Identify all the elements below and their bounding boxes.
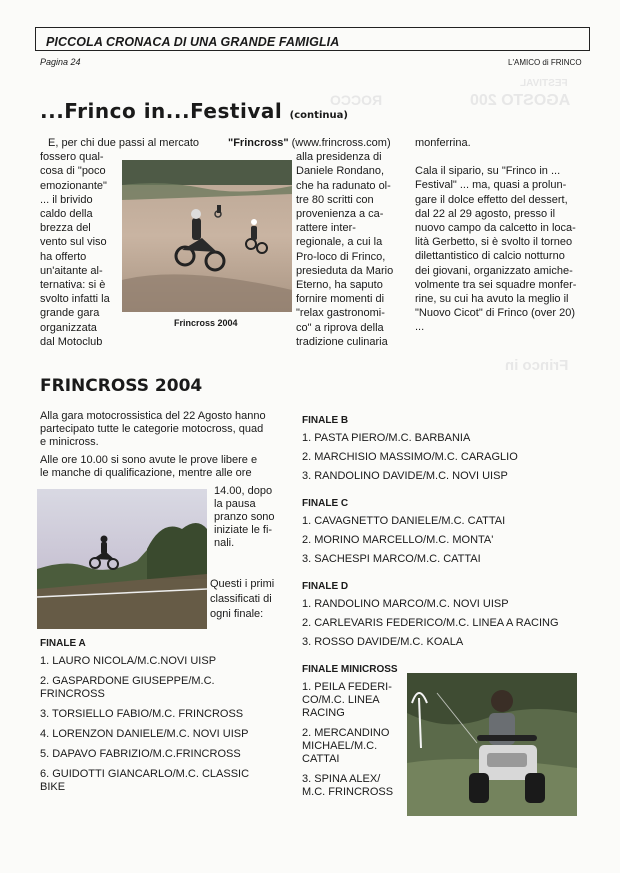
list-item-text: 3. TORSIELLO FABIO/M.C. FRINCROSS xyxy=(40,708,244,720)
finale-b-list xyxy=(302,432,518,483)
text-line: la pausa xyxy=(214,498,256,510)
minicross-quad-photo xyxy=(407,673,577,816)
text-line: ogni finale: xyxy=(210,608,264,620)
text-line: dei giovani, organizzato amiche- xyxy=(415,264,573,277)
list-item: 2. MARCHISIO MASSIMO/M.C. CARAGLIO xyxy=(302,451,518,463)
text-line: ternativa: si è xyxy=(40,279,106,292)
text-line: tradizione culinaria xyxy=(296,335,388,348)
text-line: rattere inter- xyxy=(296,222,356,235)
text-line: Eterno, ha saputo xyxy=(296,279,383,292)
text-line: volmente tra sei squadre monfer- xyxy=(415,278,577,291)
list-item-text: 5. DAPAVO FABRIZIO/M.C.FRINCROSS xyxy=(40,748,241,760)
list-item-text: 3. SPINA ALEX/ xyxy=(302,773,381,785)
list-item: 3. ROSSO DAVIDE/M.C. KOALA xyxy=(302,636,464,648)
text-line: svolto infatti la xyxy=(40,293,110,306)
article-col3 xyxy=(415,136,576,335)
club-name: "Frincross" xyxy=(228,137,289,149)
list-item xyxy=(40,728,280,741)
list-item xyxy=(40,748,280,761)
motocross-photo xyxy=(122,160,292,312)
text-line: brezza del xyxy=(40,222,91,235)
list-item: 2. CARLEVARIS FEDERICO/M.C. LINEA A RACING xyxy=(302,617,559,629)
list-item xyxy=(40,675,280,701)
text-line: Daniele Rondano, xyxy=(296,165,385,178)
text-line: lità Gerbetto, si è svolto il torneo xyxy=(415,236,573,249)
finale-c-list xyxy=(302,515,505,566)
list-item-text: 6. GUIDOTTI GIANCARLO/M.C. CLASSIC xyxy=(40,768,250,780)
article-title-text: ...Frinco in...Festival xyxy=(40,99,283,123)
text-line: monferrina. xyxy=(415,137,471,149)
text-line: alla presidenza di xyxy=(296,151,382,164)
text-line: iniziate le fi- xyxy=(214,524,273,536)
text-line: rine, su cui ha avuto la meglio il xyxy=(415,293,569,306)
text-line: nali. xyxy=(214,537,235,549)
list-item-text: BIKE xyxy=(40,781,66,793)
text-line: ... il brivido xyxy=(40,193,93,206)
list-item-text: 2. MERCANDINO xyxy=(302,727,390,739)
list-item xyxy=(302,681,404,720)
text-line: Alla gara motocrossistica del 22 Agosto hanno xyxy=(40,410,266,422)
list-item: 3. RANDOLINO DAVIDE/M.C. NOVI UISP xyxy=(302,470,508,482)
text-line: che ha radunato ol- xyxy=(296,179,391,192)
finale-d-list xyxy=(302,598,559,649)
text-line: gare il dolce effetto del dessert, xyxy=(415,193,568,206)
list-item-text: MICHAEL/M.C. xyxy=(302,740,378,752)
showthrough-text: AGOSTO 200 xyxy=(470,92,571,109)
frincross-side-text xyxy=(214,485,275,550)
list-item: 1. RANDOLINO MARCO/M.C. NOVI UISP xyxy=(302,598,509,610)
photo-caption: Frincross 2004 xyxy=(174,318,238,328)
list-item-text: FRINCROSS xyxy=(40,688,105,700)
list-item-text: 2. GASPARDONE GIUSEPPE/M.C. xyxy=(40,675,215,687)
text-line: dilettantistico di calcio notturno xyxy=(415,250,565,263)
text-line: "relax gastronomi- xyxy=(296,307,385,320)
club-website: (www.frincross.com) xyxy=(288,137,391,149)
text-line: regionale, a cui la xyxy=(296,236,383,249)
text-line: Cala il sipario, su "Frinco in ... xyxy=(415,165,561,178)
list-item xyxy=(40,768,280,794)
motocross-jump-photo xyxy=(37,489,207,629)
list-item: 3. SACHESPI MARCO/M.C. CATTAI xyxy=(302,553,481,565)
text-line: le manche di qualificazione, mentre alle ore xyxy=(40,467,252,479)
text-line: fornire momenti di xyxy=(296,293,385,306)
text-line: partecipato tutte le categorie motocross, quad xyxy=(40,423,264,435)
finale-b-title: FINALE B xyxy=(302,415,349,426)
article-title xyxy=(40,99,348,123)
text-line: 14.00, dopo xyxy=(214,485,273,497)
text-line: presieduta da Mario xyxy=(296,264,394,277)
list-item-text: CATTAI xyxy=(302,753,340,765)
finale-minicross-list xyxy=(302,681,404,799)
list-item xyxy=(40,708,280,721)
continua-label: (continua) xyxy=(289,110,348,121)
finale-a-list xyxy=(40,655,280,794)
text-line: classificati di xyxy=(210,593,272,605)
showthrough-text: FESTIVAL xyxy=(520,78,568,89)
list-item-text: CO/M.C. LINEA xyxy=(302,694,380,706)
frincross-intro xyxy=(40,410,266,480)
text-line: nuovo campo da calcetto in loca- xyxy=(415,222,576,235)
list-item: 1. CAVAGNETTO DANIELE/M.C. CATTAI xyxy=(302,515,506,527)
text-line: ... xyxy=(415,321,425,334)
finale-minicross-title: FINALE MINICROSS xyxy=(302,664,398,675)
text-line: co" a riprova della xyxy=(296,321,384,334)
text-line: emozionante" xyxy=(40,179,107,192)
list-item: 1. PASTA PIERO/M.C. BARBANIA xyxy=(302,432,471,444)
list-item xyxy=(302,773,404,799)
text-line: un'aitante al- xyxy=(40,264,103,277)
showthrough-text: Frinco in xyxy=(505,357,569,374)
text-line: tre 80 scritti con xyxy=(296,193,374,206)
page-number: Pagina 24 xyxy=(40,57,81,67)
text-line: organizzata xyxy=(40,321,97,334)
text-line: caldo della xyxy=(40,208,93,221)
section-title: FRINCROSS 2004 xyxy=(40,376,203,396)
finale-d-title: FINALE D xyxy=(302,581,349,592)
finale-c-title: FINALE C xyxy=(302,498,349,509)
list-item xyxy=(302,727,404,766)
text-line: Alle ore 10.00 si sono avute le prove libere e xyxy=(40,454,258,466)
list-item-text: 4. LORENZON DANIELE/M.C. NOVI UISP xyxy=(40,728,249,740)
list-item xyxy=(40,655,280,668)
magazine-name: L'AMICO di FRINCO xyxy=(508,58,582,67)
list-item-text: 1. LAURO NICOLA/M.C.NOVI UISP xyxy=(40,655,217,667)
text-line: dal 22 al 29 agosto, presso il xyxy=(415,207,556,220)
text-line xyxy=(228,136,393,150)
text-line: vento sul viso xyxy=(40,236,107,249)
frincross-side-text-2 xyxy=(210,577,274,622)
text-line: fossero qual- xyxy=(40,151,104,164)
finale-a-title: FINALE A xyxy=(40,638,86,649)
article-col2 xyxy=(228,136,394,349)
text-line: Questi i primi xyxy=(210,578,275,590)
text-line: E, per chi due passi al mercato xyxy=(48,137,200,149)
text-line: pranzo sono xyxy=(214,511,275,523)
text-line: grande gara xyxy=(40,307,100,320)
header-title: PICCOLA CRONACA DI UNA GRANDE FAMIGLIA xyxy=(46,35,340,49)
text-line: "Nuovo Cicot" di Frinco (over 20) xyxy=(415,307,576,320)
text-line: Pro-loco di Frinco, xyxy=(296,250,386,263)
text-line: dal Motoclub xyxy=(40,335,103,348)
list-item-text: 1. PEILA FEDERI- xyxy=(302,681,392,693)
list-item: 2. MORINO MARCELLO/M.C. MONTA' xyxy=(302,534,494,546)
showthrough-text: ROCCO xyxy=(330,92,383,108)
text-line: Festival" ... ma, quasi a prolun- xyxy=(415,179,567,192)
list-item-text: RACING xyxy=(302,707,345,719)
text-line: provenienza a ca- xyxy=(296,208,384,221)
text-line: ha offerto xyxy=(40,250,87,263)
text-line: cosa di "poco xyxy=(40,165,106,178)
list-item-text: M.C. FRINCROSS xyxy=(302,786,394,798)
text-line: e minicross. xyxy=(40,436,99,448)
